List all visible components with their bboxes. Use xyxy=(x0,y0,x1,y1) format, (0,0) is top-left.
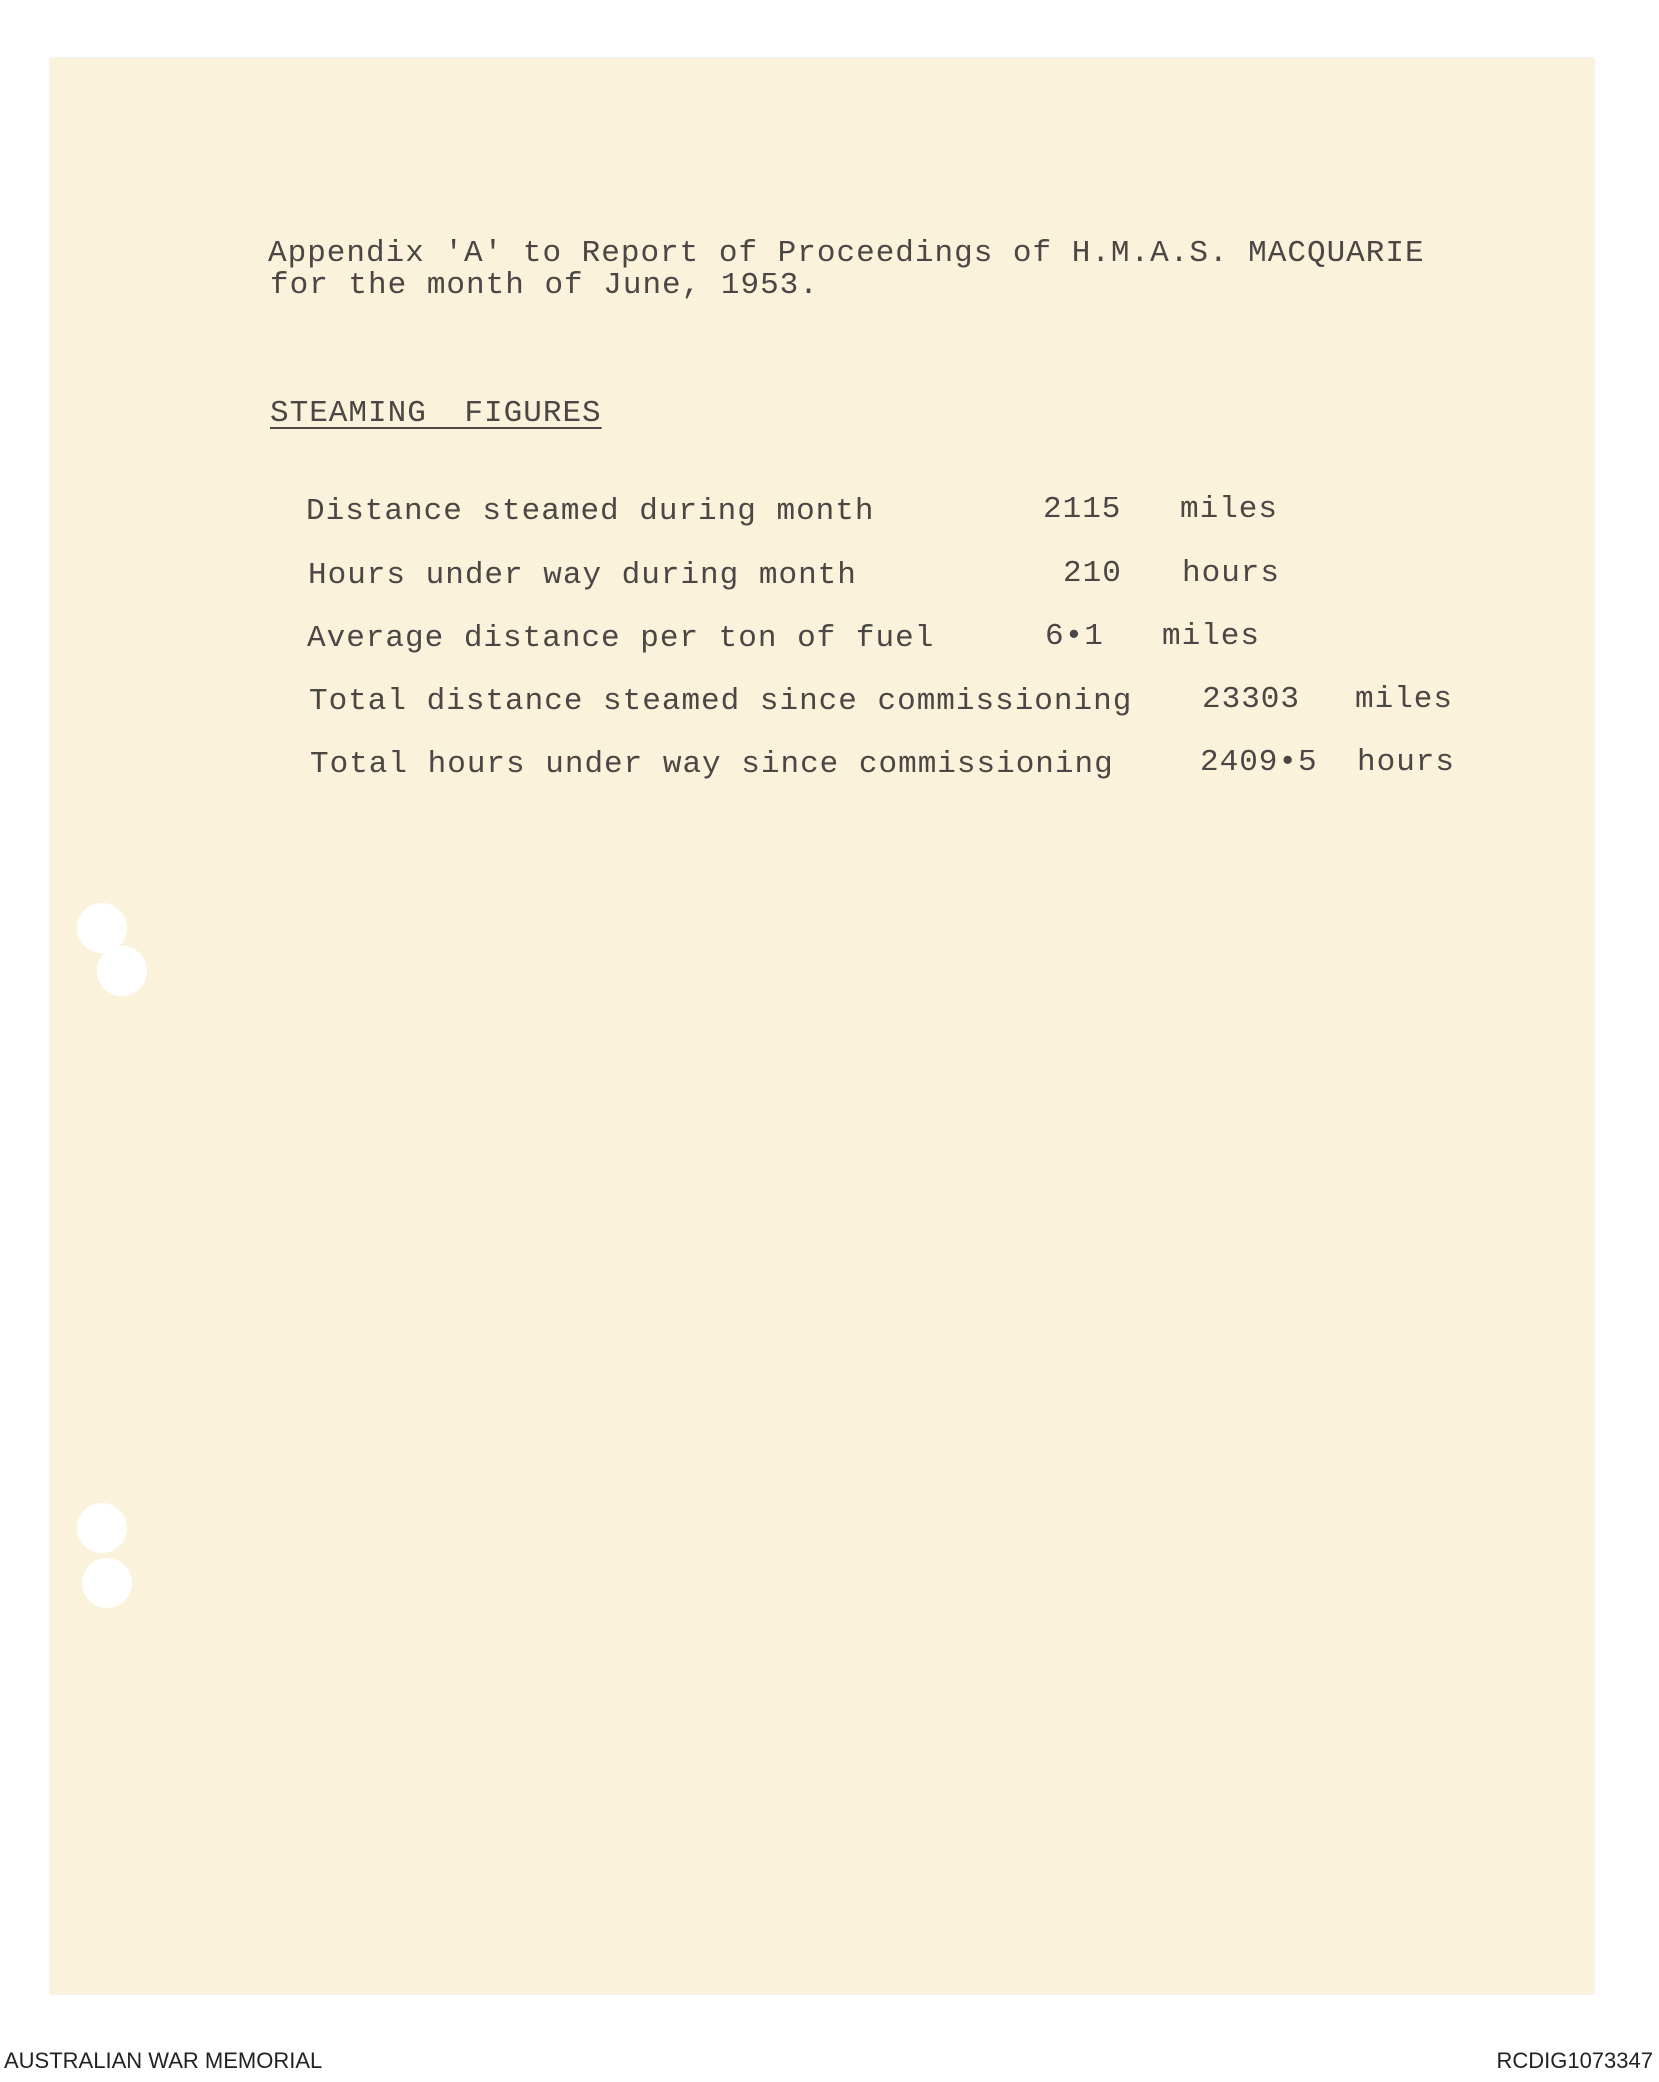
row-label-total-distance: Total distance steamed since commissioning xyxy=(309,684,1133,719)
footer-source: AUSTRALIAN WAR MEMORIAL xyxy=(4,2048,323,2073)
row-label-hours-month: Hours under way during month xyxy=(308,558,857,593)
row-label-total-hours: Total hours under way since commissioning xyxy=(310,747,1114,782)
punch-hole xyxy=(77,1503,127,1553)
row-unit-total-hours: hours xyxy=(1357,745,1456,780)
footer-record-id: RCDIG1073347 xyxy=(1496,2048,1653,2073)
document-title-line-1: Appendix 'A' to Report of Proceedings of H.M.A.S. MACQUARIE xyxy=(268,236,1425,271)
document-page xyxy=(50,58,1594,1994)
punch-hole xyxy=(97,946,147,996)
row-value-distance-month: 2115 xyxy=(1043,492,1122,527)
row-unit-total-distance: miles xyxy=(1355,682,1454,717)
row-value-total-hours: 2409•5 xyxy=(1200,745,1318,780)
row-unit-distance-month: miles xyxy=(1180,492,1279,527)
row-unit-hours-month: hours xyxy=(1182,556,1281,591)
punch-hole xyxy=(82,1558,132,1608)
row-value-total-distance: 23303 xyxy=(1202,682,1301,717)
row-value-hours-month: 210 xyxy=(1063,556,1122,591)
row-unit-average-fuel: miles xyxy=(1162,619,1261,654)
row-label-average-fuel: Average distance per ton of fuel xyxy=(307,621,935,656)
section-heading: STEAMING FIGURES xyxy=(270,396,602,431)
row-label-distance-month: Distance steamed during month xyxy=(306,494,875,529)
document-title-line-2: for the month of June, 1953. xyxy=(270,268,819,303)
row-value-average-fuel: 6•1 xyxy=(1045,619,1104,654)
